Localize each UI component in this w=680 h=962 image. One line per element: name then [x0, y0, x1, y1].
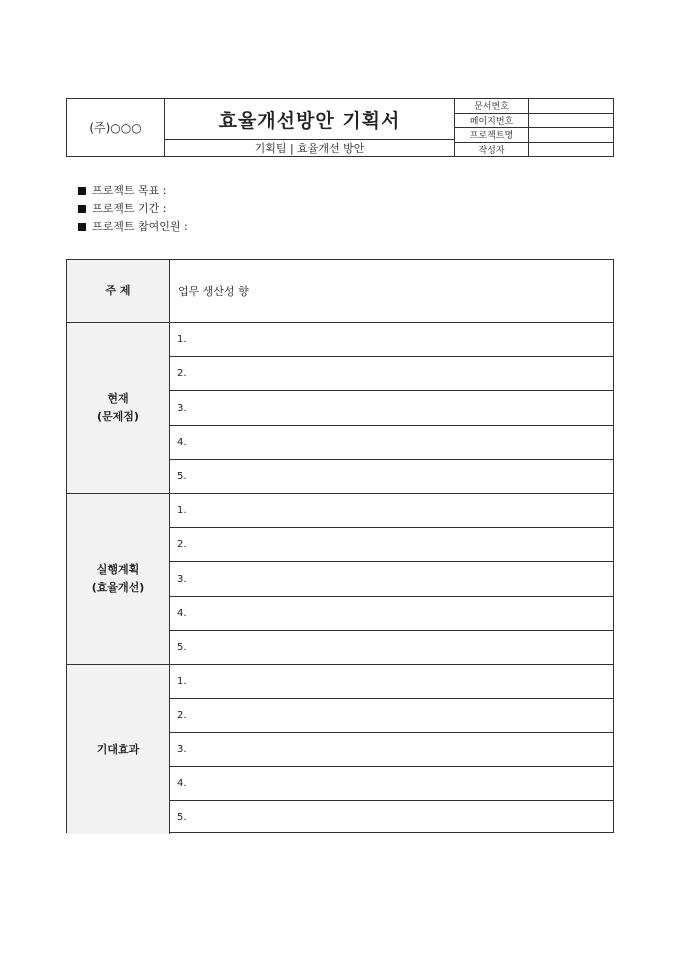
- section-items: [170, 665, 613, 834]
- list-item[interactable]: 5.: [177, 812, 187, 823]
- list-item[interactable]: 1.: [170, 323, 613, 357]
- document-title: 효율개선방안 기획서: [165, 99, 454, 140]
- plan-table: [66, 259, 614, 833]
- list-item[interactable]: 3.: [170, 733, 613, 767]
- list-item[interactable]: 2.: [170, 699, 613, 733]
- square-bullet-icon: [78, 187, 86, 195]
- list-item[interactable]: 2.: [170, 528, 613, 562]
- project-info: [78, 182, 188, 236]
- section-current: [67, 323, 613, 494]
- section-label-line1: 기대효과: [96, 742, 140, 756]
- section-items: [170, 494, 613, 664]
- list-item[interactable]: 4.: [170, 767, 613, 801]
- meta-row-page-number: [455, 114, 613, 129]
- info-goal: [78, 182, 188, 200]
- info-goal-label: 프로젝트 목표 :: [92, 184, 167, 197]
- meta-value-page-number[interactable]: [529, 114, 613, 128]
- meta-row-doc-number: [455, 99, 613, 114]
- subject-label: 주 제: [67, 260, 170, 322]
- section-label: [67, 323, 170, 493]
- meta-label: 페이지번호: [455, 114, 529, 128]
- info-period-label: 프로젝트 기간 :: [92, 202, 167, 215]
- document-header: [66, 98, 614, 157]
- meta-label: 작성자: [455, 143, 529, 157]
- section-expected-effect: [67, 665, 613, 834]
- list-item[interactable]: 3.: [170, 391, 613, 425]
- title-column: [165, 99, 455, 156]
- list-item[interactable]: 1.: [170, 494, 613, 528]
- list-item[interactable]: 5.: [177, 641, 187, 653]
- section-action-plan: [67, 494, 613, 665]
- info-members: [78, 218, 188, 236]
- subject-value[interactable]: 업무 생산성 향: [178, 285, 249, 298]
- section-label-line1: 현재: [107, 392, 129, 405]
- list-item[interactable]: 3.: [170, 562, 613, 596]
- meta-value-author[interactable]: [529, 143, 613, 157]
- section-label-line2: (문제점): [97, 410, 139, 423]
- section-label: [67, 665, 170, 834]
- list-item[interactable]: 4.: [170, 597, 613, 631]
- meta-label: 문서번호: [455, 99, 529, 113]
- square-bullet-icon: [78, 223, 86, 231]
- section-label-line1: 실행계획: [96, 563, 140, 576]
- info-period: [78, 200, 188, 218]
- meta-table: [455, 99, 613, 156]
- square-bullet-icon: [78, 205, 86, 213]
- section-items: [170, 323, 613, 493]
- meta-label: 프로젝트명: [455, 128, 529, 142]
- meta-row-project-name: [455, 128, 613, 143]
- document-subtitle: 기획팀 | 효율개선 방안: [254, 142, 365, 155]
- info-members-label: 프로젝트 참여인원 :: [92, 220, 188, 233]
- section-label: [67, 494, 170, 664]
- meta-value-project-name[interactable]: [529, 128, 613, 142]
- company-name: (주)○○○: [67, 99, 165, 156]
- list-item[interactable]: 4.: [170, 426, 613, 460]
- meta-value-doc-number[interactable]: [529, 99, 613, 113]
- subject-row: [67, 260, 613, 323]
- section-label-line2: (효율개선): [91, 581, 145, 594]
- list-item[interactable]: 2.: [170, 357, 613, 391]
- meta-row-author: [455, 143, 613, 157]
- list-item[interactable]: 5.: [177, 470, 187, 482]
- list-item[interactable]: 1.: [170, 665, 613, 699]
